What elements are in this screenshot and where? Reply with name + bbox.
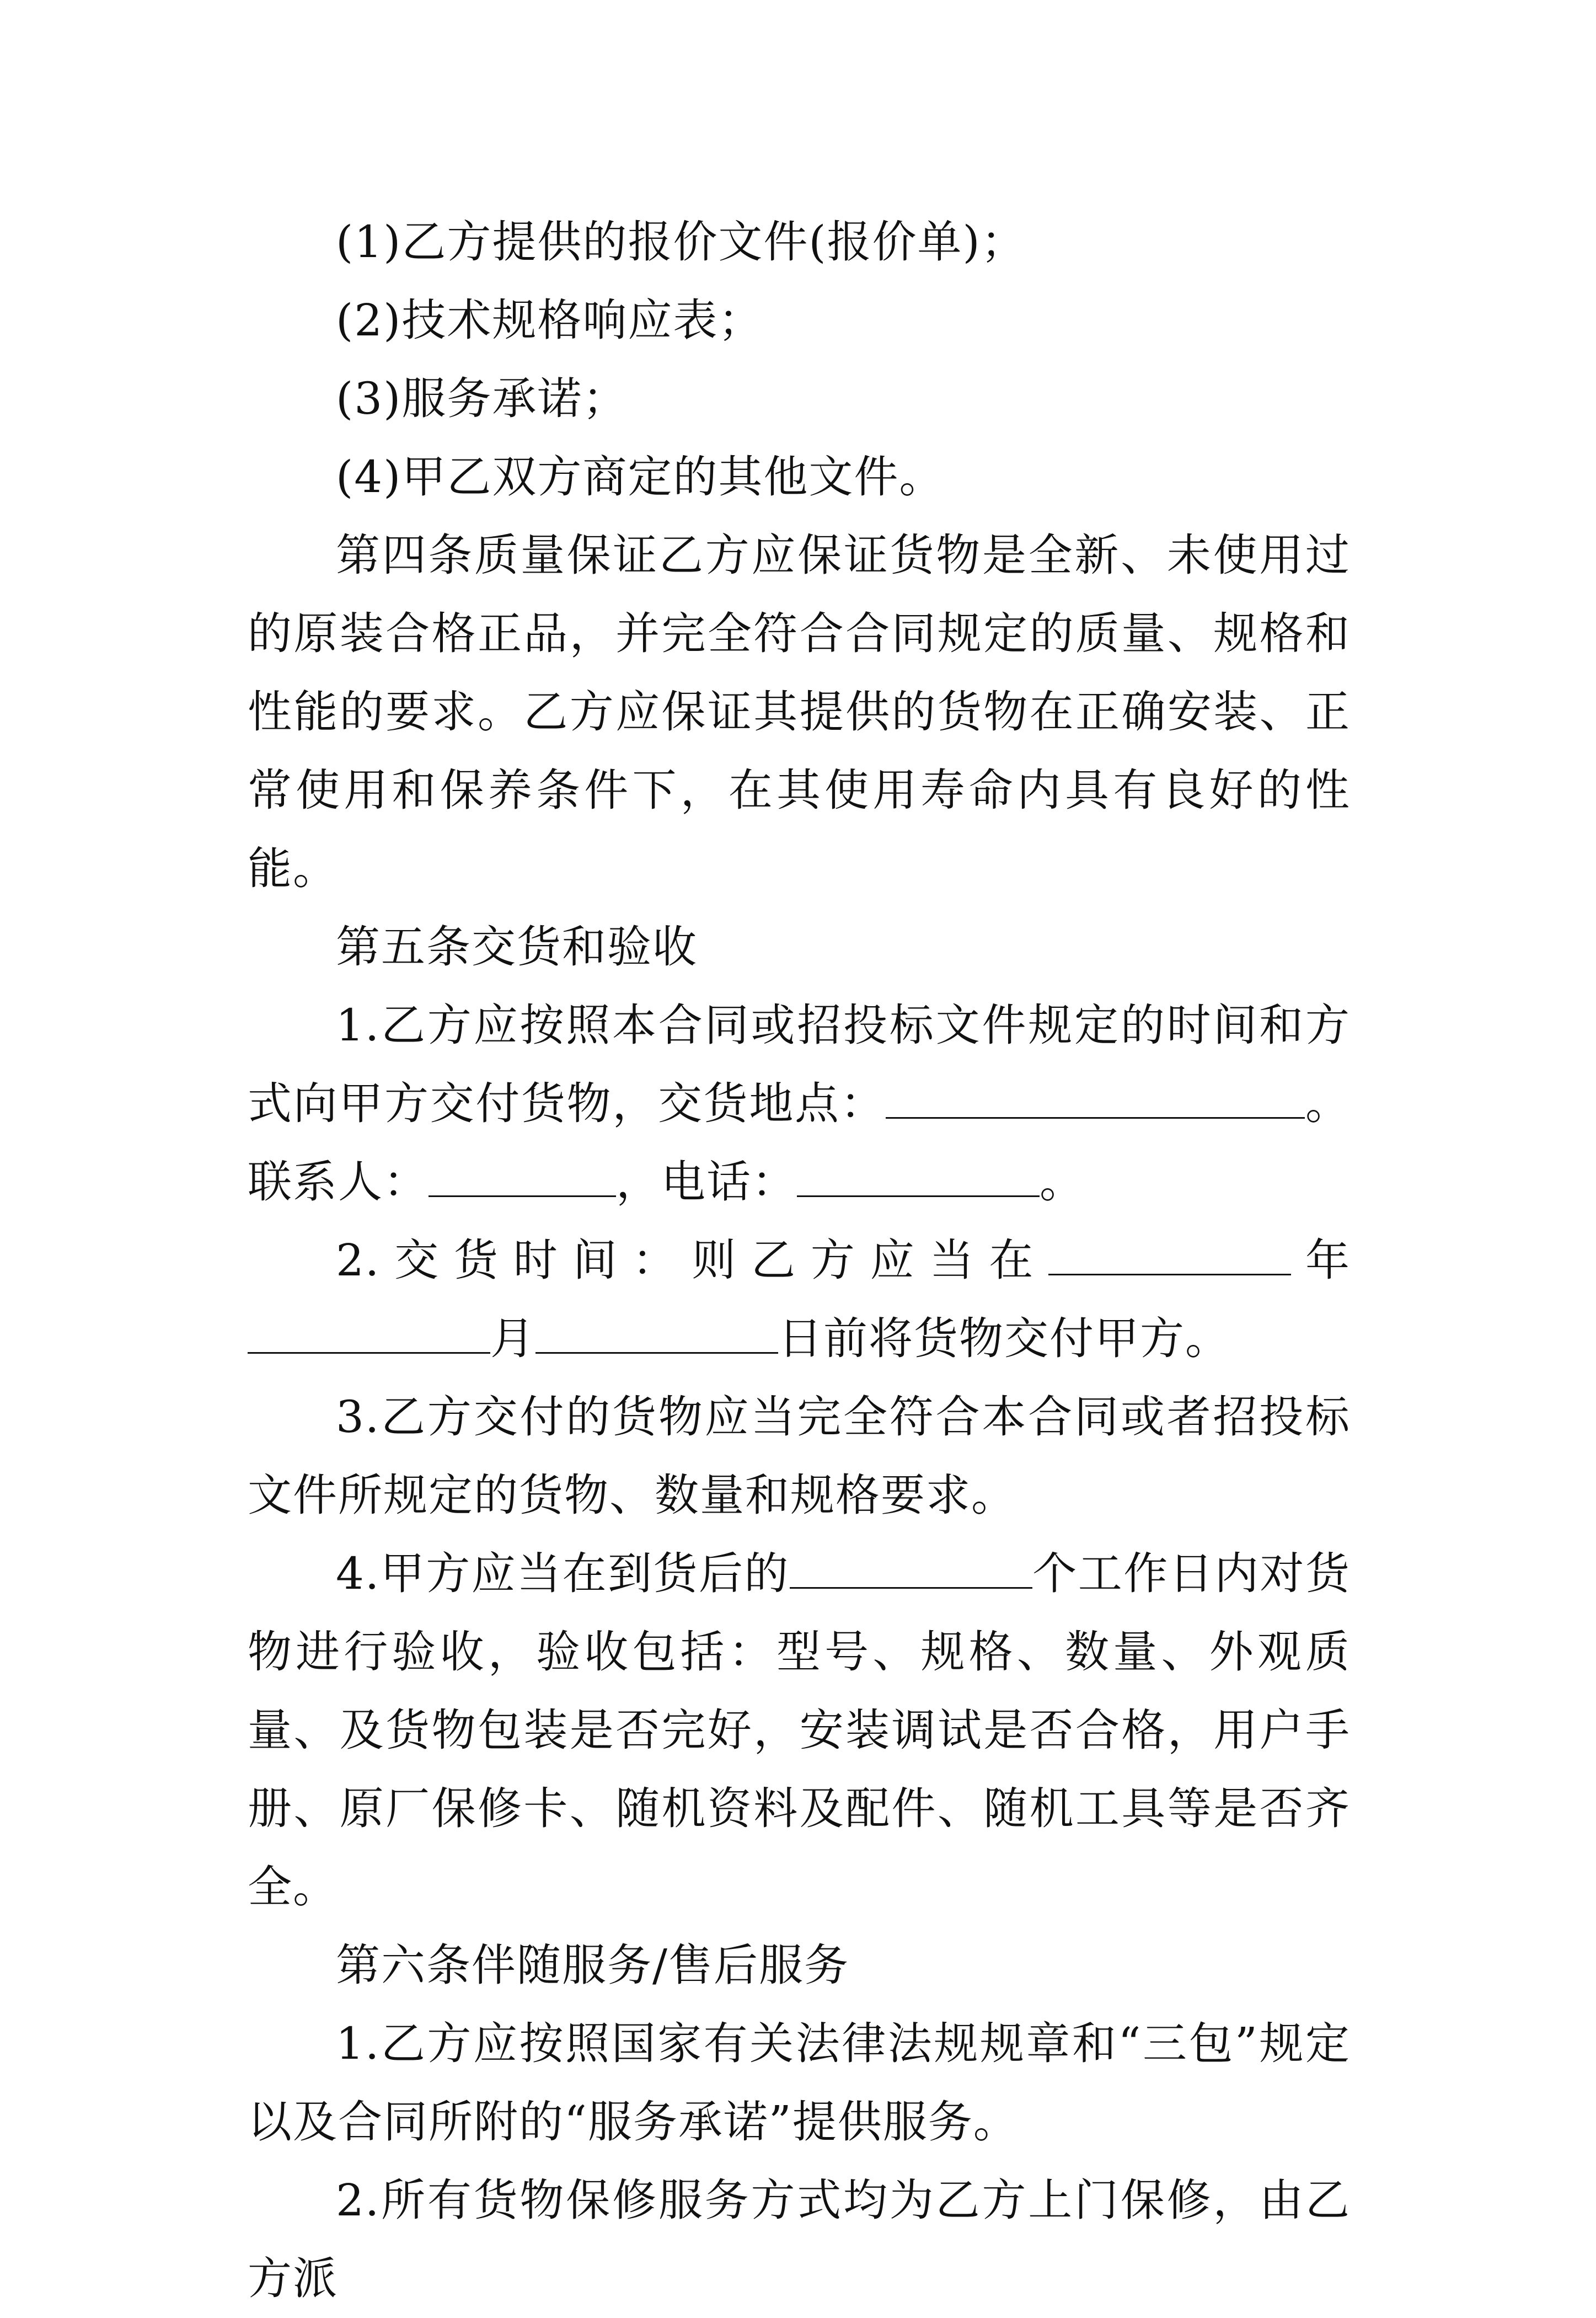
list-item-1: (1)乙方提供的报价文件(报价单)； <box>336 216 1026 268</box>
list-item-4: (4)甲乙双方商定的其他文件。 <box>336 451 945 503</box>
phone-blank <box>797 1161 1040 1197</box>
clause-1-text-d: 。 <box>1040 1156 1085 1208</box>
clause-1-text-a: 1.乙方应按照本合同或招投标文件规定的时间和方式向甲方交付货物，交货地点： <box>248 1000 1351 1129</box>
article-5-clause-2 <box>248 1221 1351 1378</box>
delivery-location-blank <box>886 1083 1305 1119</box>
clause-2-text-a: 2.交货时间：则乙方应当在 <box>336 1235 1049 1286</box>
list-item-2: (2)技术规格响应表； <box>336 295 764 346</box>
clause-4-text-a: 4.甲方应当在到货后的 <box>336 1548 790 1599</box>
clause-4-text-b: 个工作日内对货物进行验收，验收包括：型号、规格、数量、外观质量、及货物包装是否完好，安装调试是否合格，用户手册、原厂保修卡、随机资料及配件、随机工具等是否齐全。 <box>248 1548 1351 1913</box>
article-5-clause-1 <box>248 986 1351 1221</box>
article-6-heading: 第六条伴随服务/售后服务 <box>336 1940 849 1991</box>
article-4-paragraph: 第四条质量保证乙方应保证货物是全新、未使用过的原装合格正品，并完全符合合同规定的质量、规格和性能的要求。乙方应保证其提供的货物在正确安装、正常使用和保养条件下，在其使用寿命内具有良好的性能。 <box>248 530 1351 894</box>
clause-2-text-d: 日前将货物交付甲方。 <box>778 1313 1230 1364</box>
clause-2-text-c: 月 <box>490 1313 535 1364</box>
article-5-heading: 第五条交货和验收 <box>336 921 698 973</box>
day-blank <box>535 1318 778 1354</box>
month-blank <box>248 1318 490 1354</box>
year-blank <box>1048 1240 1291 1275</box>
clause-1-text-b: 。联系人： <box>248 1078 1351 1208</box>
article-5-clause-3: 3.乙方交付的货物应当完全符合本合同或者招投标文件所规定的货物、数量和规格要求。 <box>248 1391 1351 1521</box>
article-6-clause-2: 2.所有货物保修服务方式均为乙方上门保修，由乙方派 <box>248 2175 1351 2304</box>
contract-text <box>248 203 1351 2318</box>
list-item-3: (3)服务承诺； <box>336 373 628 424</box>
article-6-clause-1: 1.乙方应按照国家有关法律法规规章和“三包”规定以及合同所附的“服务承诺”提供服务。 <box>248 2018 1351 2148</box>
working-days-blank <box>790 1553 1032 1589</box>
clause-1-text-c: ，电话： <box>616 1156 797 1208</box>
contact-person-blank <box>429 1161 616 1197</box>
clause-2-text-b: 年 <box>1291 1235 1351 1286</box>
article-5-clause-4 <box>248 1535 1351 1926</box>
